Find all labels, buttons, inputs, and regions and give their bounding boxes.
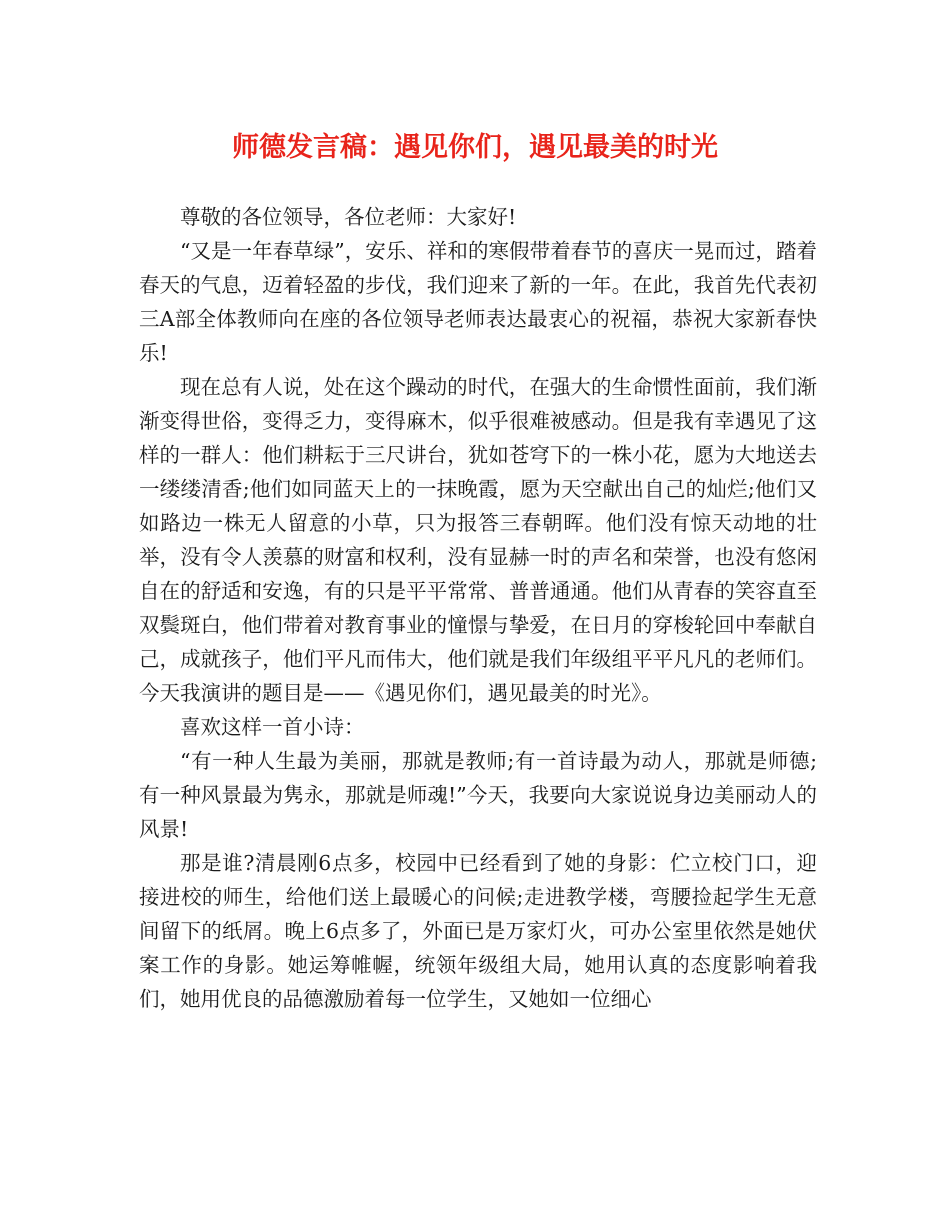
paragraph-new-year-wishes: “又是一年春草绿”，安乐、祥和的寒假带着春节的喜庆一晃而过，踏着春天的气息，迈着轻盈的步伐，我们迎来了新的一年。在此，我首先代表初三A部全体教师向在座的各位领导老师表达最衷心的祝福，恭祝大家新春快乐! — [139, 239, 817, 365]
paragraph-poem-quote: “有一种人生最为美丽，那就是教师;有一首诗最为动人，那就是师德;有一种风景最为隽永，那就是师魂!”今天，我要向大家说说身边美丽动人的风景! — [139, 749, 817, 841]
paragraph-poem-intro: 喜欢这样一首小诗： — [180, 715, 365, 739]
document-body — [139, 200, 817, 1016]
paragraph-greeting: 尊敬的各位领导，各位老师：大家好! — [180, 205, 517, 229]
paragraph-teachers-description: 现在总有人说，处在这个躁动的时代，在强大的生命惯性面前，我们渐渐变得世俗，变得乏力，变得麻木，似乎很难被感动。但是我有幸遇见了这样的一群人：他们耕耘于三尺讲台，犹如苍穹下的一株小花，愿为大地送去一缕缕清香;他们如同蓝天上的一抹晚霞，愿为天空献出自己的灿烂;他们又如路边一株无人留意的小草，只为报答三春朝晖。他们没有惊天动地的壮举，没有令人羡慕的财富和权利，没有显赫一时的声名和荣誉，也没有悠闲自在的舒适和安逸，有的只是平平常常、普普通通。他们从青春的笑容直至双鬓斑白，他们带着对教育事业的憧憬与挚爱，在日月的穿梭轮回中奉献自己，成就孩子，他们平凡而伟大，他们就是我们年级组平平凡凡的老师们。今天我演讲的题目是——《遇见你们，遇见最美的时光》。 — [139, 375, 817, 705]
page-title: 师德发言稿：遇见你们，遇见最美的时光 — [232, 132, 718, 163]
paragraph-story: 那是谁?清晨刚6点多，校园中已经看到了她的身影：伫立校门口，迎接进校的师生，给他们送上最暖心的问候;走进教学楼，弯腰捡起学生无意间留下的纸屑。晚上6点多了，外面已是万家灯火，可办公室里依然是她伏案工作的身影。她运筹帷幄，统领年级组大局，她用认真的态度影响着我们，她用优良的品德激励着每一位学生，又她如一位细心 — [139, 851, 817, 1011]
